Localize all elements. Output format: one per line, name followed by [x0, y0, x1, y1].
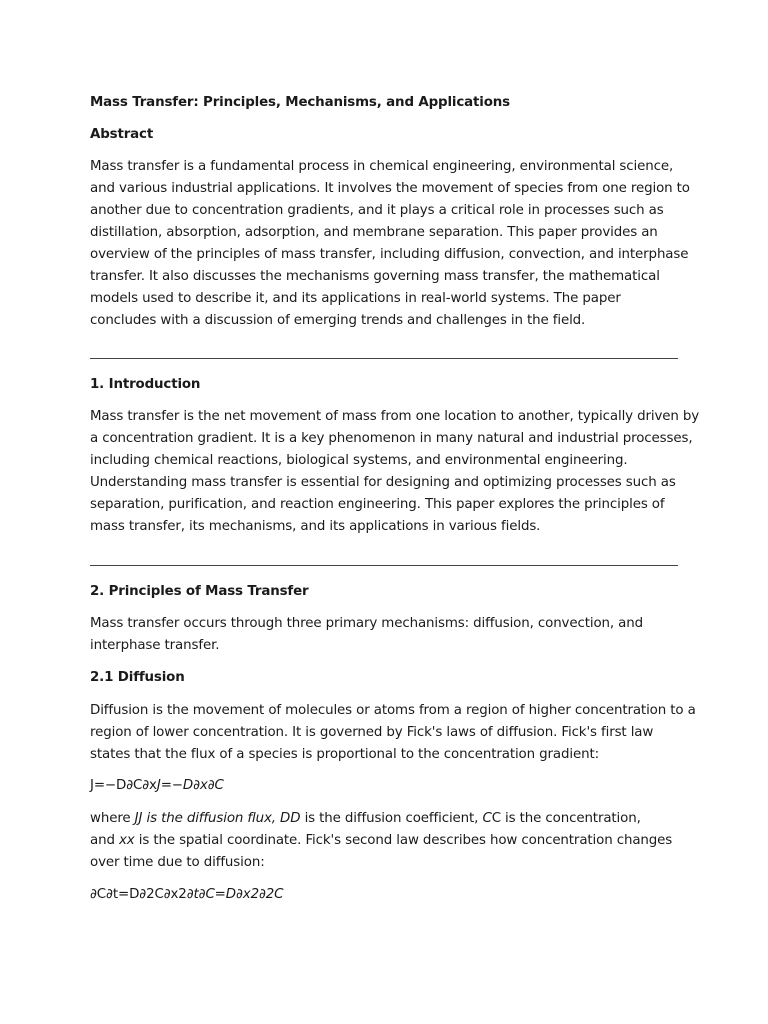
- ficks-first-law-equation: [90, 775, 678, 797]
- document-title: Mass Transfer: Principles, Mechanisms, and Applications: [90, 95, 510, 110]
- abstract-line: overview of the principles of mass transfer, including diffusion, convection, and interphase: [90, 247, 689, 262]
- diffusion-paragraph: [90, 700, 696, 766]
- principles-heading: 2. Principles of Mass Transfer: [90, 584, 309, 599]
- abstract-line: transfer. It also discusses the mechanisms governing mass transfer, the mathematical: [90, 269, 660, 284]
- introduction-heading: 1. Introduction: [90, 377, 201, 392]
- symbol-d: D: [290, 811, 301, 826]
- symbol-x: xx: [118, 833, 135, 848]
- principles-paragraph: [90, 613, 678, 657]
- section-divider: [90, 358, 678, 359]
- abstract-line: models used to describe it, and its applications in real-world systems. The paper: [90, 291, 621, 306]
- introduction-line: Understanding mass transfer is essential for designing and optimizing processes such as: [90, 475, 676, 490]
- abstract-line: distillation, absorption, adsorption, and membrane separation. This paper provides an: [90, 225, 658, 240]
- equation-italic: ∂t∂C=D∂x2∂2C: [186, 887, 284, 902]
- abstract-line: and various industrial applications. It involves the movement of species from one region to: [90, 181, 690, 196]
- abstract-line: another due to concentration gradients, and it plays a critical role in processes such as: [90, 203, 664, 218]
- where-text: where: [90, 811, 135, 826]
- where-text: is the diffusion coefficient,: [300, 811, 483, 826]
- where-text: over time due to diffusion:: [90, 855, 265, 870]
- abstract-line: Mass transfer is a fundamental process in chemical engineering, environmental science,: [90, 159, 674, 174]
- ficks-second-law-equation: [90, 884, 678, 906]
- section-divider: [90, 565, 678, 566]
- where-text: J is the diffusion flux, D: [138, 811, 291, 826]
- introduction-line: a concentration gradient. It is a key phenomenon in many natural and industrial processes,: [90, 431, 693, 446]
- equation-plain: ∂C∂t=D∂2C∂x2: [90, 887, 187, 902]
- where-text: C is the concentration,: [491, 811, 641, 826]
- diffusion-line: Diffusion is the movement of molecules or atoms from a region of higher concentration to a: [90, 703, 696, 718]
- where-paragraph: [90, 808, 678, 874]
- diffusion-line: states that the flux of a species is proportional to the concentration gradient:: [90, 747, 599, 762]
- equation-plain: J=−D∂C∂x: [90, 778, 157, 793]
- where-text: and: [90, 833, 119, 848]
- symbol-j: J: [134, 811, 139, 826]
- abstract-heading: Abstract: [90, 127, 154, 142]
- diffusion-heading: 2.1 Diffusion: [90, 670, 185, 685]
- abstract-paragraph: [90, 156, 690, 332]
- principles-line: Mass transfer occurs through three primary mechanisms: diffusion, convection, and: [90, 616, 644, 631]
- equation-italic: J=−D∂x∂C: [156, 778, 224, 793]
- diffusion-line: region of lower concentration. It is governed by Fick's laws of diffusion. Fick's first law: [90, 725, 654, 740]
- introduction-line: including chemical reactions, biological systems, and environmental engineering.: [90, 453, 628, 468]
- introduction-line: Mass transfer is the net movement of mass from one location to another, typically driven by: [90, 409, 700, 424]
- introduction-line: mass transfer, its mechanisms, and its applications in various fields.: [90, 519, 541, 534]
- introduction-paragraph: [90, 406, 700, 538]
- symbol-c: C: [482, 811, 492, 826]
- abstract-line: concludes with a discussion of emerging trends and challenges in the field.: [90, 313, 586, 328]
- principles-line: interphase transfer.: [90, 638, 220, 653]
- where-text: is the spatial coordinate. Fick's second law describes how concentration changes: [134, 833, 673, 848]
- introduction-line: separation, purification, and reaction engineering. This paper explores the principles of: [90, 497, 665, 512]
